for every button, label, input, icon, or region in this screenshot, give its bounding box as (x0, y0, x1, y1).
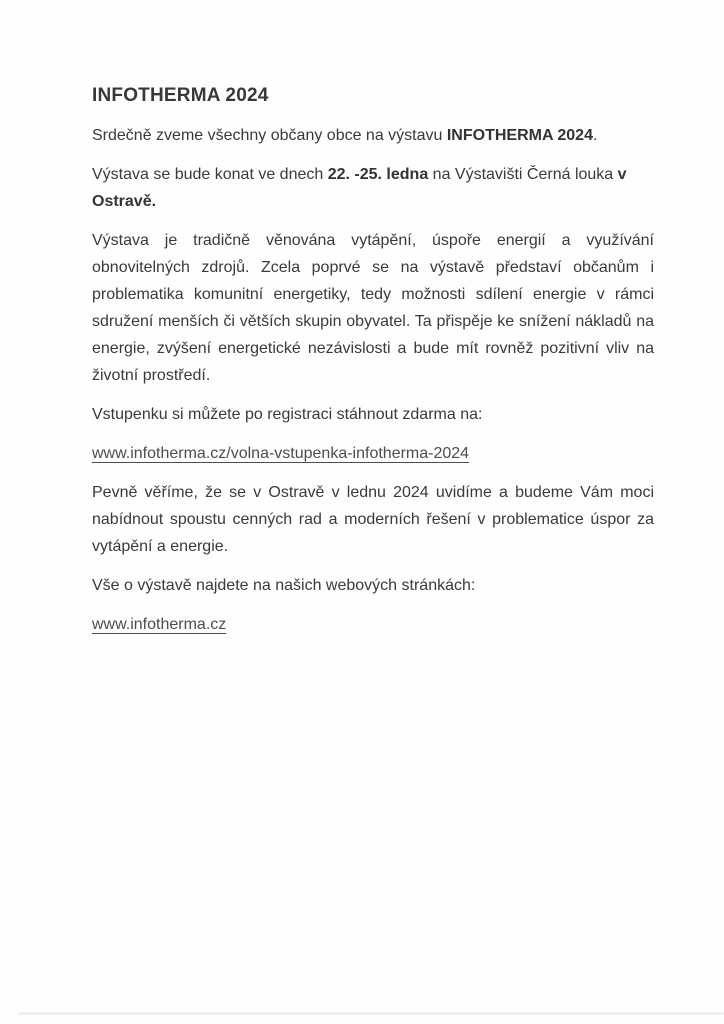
exhibition-dates: 22. -25. ledna (327, 166, 429, 183)
paragraph-website-info: Vše o výstavě najdete na našich webových stránkách: (92, 577, 476, 594)
dates-venue-text: na Výstavišti Černá louka (428, 166, 618, 183)
invitation-text: Srdečně zveme všechny občany obce na výstavu (92, 127, 447, 144)
website-link[interactable]: www.infotherma.cz (92, 616, 227, 633)
exhibition-city: v Ostravě. (92, 166, 627, 210)
invitation-exhibition-name: INFOTHERMA 2024 (446, 127, 593, 144)
paragraph-closing: Pevně věříme, že se v Ostravě v lednu 2024 uvidíme a budeme Vám moci nabídnout spoustu cenných rad a moderních řešení v problematice úspor za vytápění a energie. (92, 484, 654, 555)
document-page (92, 83, 654, 650)
ticket-download-link[interactable]: www.infotherma.cz/volna-vstupenka-infotherma-2024 (92, 445, 470, 462)
invitation-period: . (592, 127, 598, 144)
scan-artifact-line (18, 1012, 724, 1015)
paragraph-description: Výstava je tradičně věnována vytápění, úspoře energií a využívání obnovitelných zdrojů. Zcela poprvé se na výstavě představí občanům i problematika komunitní energetiky, tedy možnosti sdílení energie v rámci sdružení menších či větších skupin obyvatel. Ta přispěje ke snížení nákladů na energie, zvýšení energetické nezávislosti a bude mít rovněž pozitivní vliv na životní prostředí. (92, 232, 654, 384)
paragraph-dates (92, 161, 654, 215)
dates-text: Výstava se bude konat ve dnech (92, 166, 328, 183)
paragraph-ticket-info: Vstupenku si můžete po registraci stáhnout zdarma na: (92, 406, 483, 423)
paragraph-ticket-link (92, 440, 654, 467)
document-title: INFOTHERMA 2024 (92, 85, 269, 106)
paragraph-invitation (92, 122, 654, 149)
paragraph-website-link (92, 611, 654, 638)
